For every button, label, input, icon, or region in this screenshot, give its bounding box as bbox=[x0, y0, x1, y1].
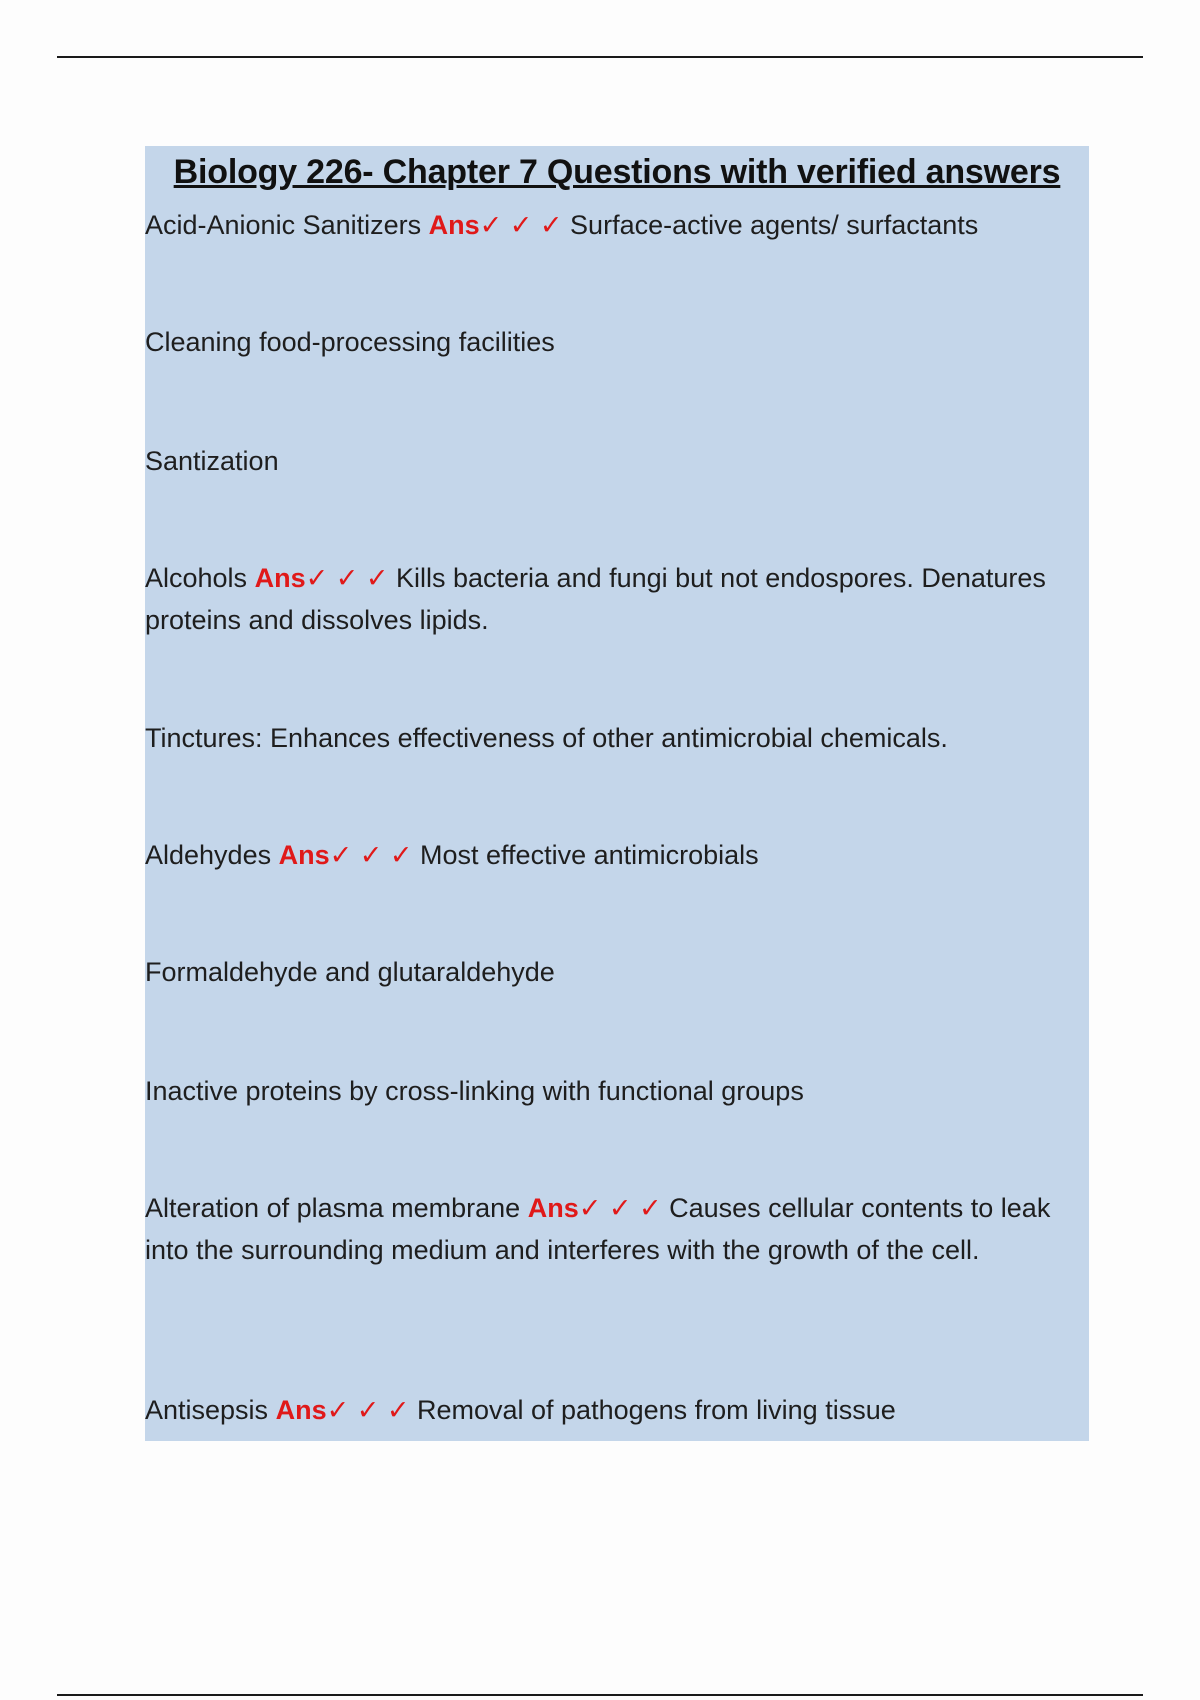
qa-entry bbox=[145, 1187, 1089, 1271]
entry-text: Cleaning food-processing facilities bbox=[145, 327, 555, 357]
answer: Removal of pathogens from living tissue bbox=[416, 1395, 896, 1425]
footer-rule bbox=[57, 1694, 1143, 1696]
qa-entry bbox=[145, 557, 1089, 641]
check-icon: ✓ ✓ ✓ bbox=[329, 840, 413, 870]
header-rule bbox=[57, 56, 1143, 58]
list-item bbox=[145, 321, 1089, 363]
entry-text: Tinctures: Enhances effectiveness of other antimicrobial chemicals. bbox=[145, 723, 948, 753]
term: Alteration of plasma membrane bbox=[145, 1193, 521, 1223]
ans-label: Ans bbox=[527, 1193, 579, 1223]
qa-entry bbox=[145, 834, 1089, 876]
qa-entry bbox=[145, 1389, 1089, 1431]
ans-label: Ans bbox=[254, 563, 306, 593]
answer: Causes cellular contents to leak into the surrounding medium and interferes with the growth of the cell. bbox=[145, 1193, 1051, 1265]
entry-text: Inactive proteins by cross-linking with functional groups bbox=[145, 1076, 804, 1106]
answer: Surface-active agents/ surfactants bbox=[570, 210, 979, 240]
answer: Kills bacteria and fungi but not endospores. Denatures proteins and dissolves lipids. bbox=[145, 563, 1046, 635]
term: Aldehydes bbox=[145, 840, 272, 870]
check-icon: ✓ ✓ ✓ bbox=[479, 210, 563, 240]
list-item bbox=[145, 951, 1089, 993]
list-item bbox=[145, 440, 1089, 482]
highlighted-content-block bbox=[145, 146, 1089, 1441]
entry-text: Formaldehyde and glutaraldehyde bbox=[145, 957, 555, 987]
list-item bbox=[145, 1070, 1089, 1112]
qa-entry bbox=[145, 204, 1089, 246]
term: Antisepsis bbox=[145, 1395, 269, 1425]
check-icon: ✓ ✓ ✓ bbox=[305, 563, 389, 593]
term: Acid-Anionic Sanitizers bbox=[145, 210, 422, 240]
list-item bbox=[145, 717, 1089, 759]
ans-label: Ans bbox=[278, 840, 330, 870]
answer: Most effective antimicrobials bbox=[420, 840, 759, 870]
ans-label: Ans bbox=[275, 1395, 327, 1425]
term: Alcohols bbox=[145, 563, 248, 593]
check-icon: ✓ ✓ ✓ bbox=[578, 1193, 662, 1223]
document-title: Biology 226- Chapter 7 Questions with verified answers bbox=[173, 153, 1061, 191]
entry-text: Santization bbox=[145, 446, 279, 476]
ans-label: Ans bbox=[428, 210, 480, 240]
check-icon: ✓ ✓ ✓ bbox=[326, 1395, 410, 1425]
